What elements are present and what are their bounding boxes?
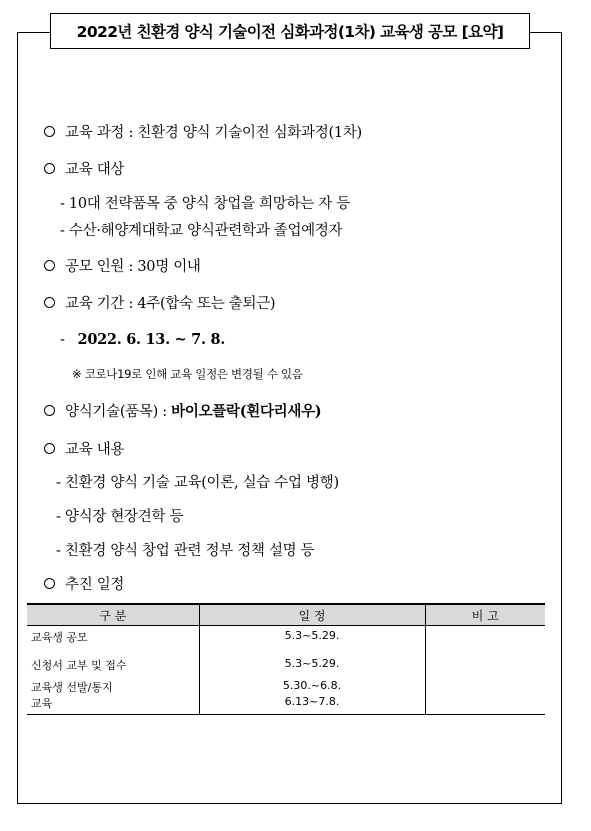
- row-date: 5.30.~6.8.: [199, 676, 425, 695]
- period-dates: 2022. 6. 13. ~ 7. 8.: [77, 331, 225, 348]
- row-item: 교육: [27, 695, 199, 715]
- table-row: [27, 653, 545, 676]
- circle-bullet-icon: [44, 163, 55, 174]
- content-heading: [44, 438, 124, 459]
- row-date: 5.3~5.29.: [199, 626, 425, 653]
- course-text: 교육 과정 : 친환경 양식 기술이전 심화과정(1차): [65, 125, 362, 141]
- content-heading-text: 교육 내용: [65, 442, 125, 458]
- row-date: 6.13~7.8.: [199, 695, 425, 715]
- row-note: [425, 653, 545, 676]
- schedule-heading-text: 추진 일정: [65, 577, 125, 593]
- row-item: 신청서 교부 및 접수: [31, 658, 127, 672]
- table-row: [27, 676, 545, 695]
- header-note: 비 고: [425, 604, 545, 626]
- row-item: 교육생 선발/통지: [31, 680, 113, 694]
- period-note: ※ 코로나19로 인해 교육 일정은 변경될 수 있음: [72, 367, 303, 381]
- course-line: [44, 121, 362, 142]
- target-heading: [44, 158, 124, 179]
- recruit-line: [44, 255, 201, 276]
- circle-bullet-icon: [44, 578, 55, 589]
- target-item-2: - 수산·해양계대학교 양식관련학과 졸업예정자: [60, 223, 343, 239]
- content-item-3: - 친환경 양식 창업 관련 정부 정책 설명 등: [56, 543, 315, 559]
- recruit-text: 공모 인원 : 30명 이내: [65, 259, 201, 275]
- circle-bullet-icon: [44, 405, 55, 416]
- table-row: [27, 695, 545, 715]
- circle-bullet-icon: [44, 260, 55, 271]
- circle-bullet-icon: [44, 297, 55, 308]
- species-line: [44, 400, 321, 421]
- content-item-1: - 친환경 양식 기술 교육(이론, 실습 수업 병행): [56, 475, 339, 491]
- header-category: 구 분: [27, 604, 199, 626]
- schedule-heading: [44, 573, 124, 594]
- table-header-row: [27, 604, 545, 626]
- schedule-table: [27, 603, 545, 715]
- circle-bullet-icon: [44, 126, 55, 137]
- target-heading-text: 교육 대상: [65, 162, 125, 178]
- title-text: 2022년 친환경 양식 기술이전 심화과정(1차) 교육생 공모 [요약]: [76, 23, 504, 41]
- row-note: [425, 676, 545, 695]
- row-note: [425, 695, 545, 715]
- species-value: 바이오플락(흰다리새우): [171, 403, 322, 420]
- period-text: 교육 기간 : 4주(합숙 또는 출퇴근): [65, 296, 276, 312]
- species-label: 양식기술(품목) :: [65, 404, 172, 420]
- row-note: [425, 626, 545, 653]
- table-row: [27, 626, 545, 653]
- period-dash: -: [60, 332, 65, 348]
- content-item-2: - 양식장 현장견학 등: [56, 509, 184, 525]
- row-item: 교육생 공모: [31, 631, 88, 644]
- period-dates-line: [60, 331, 225, 348]
- row-date: 5.3~5.29.: [199, 653, 425, 676]
- target-item-1: - 10대 전략품목 중 양식 창업을 희망하는 자 등: [60, 196, 350, 212]
- period-line: [44, 292, 275, 313]
- document-title: [50, 13, 530, 49]
- header-schedule: 일 정: [199, 604, 425, 626]
- circle-bullet-icon: [44, 443, 55, 454]
